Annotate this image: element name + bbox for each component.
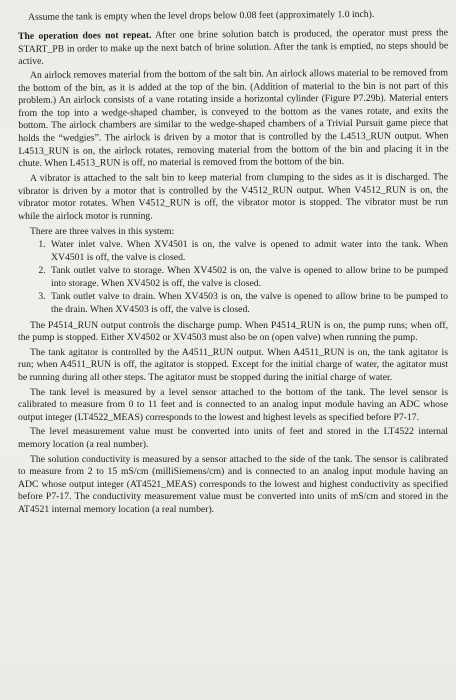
paragraph-vibrator: A vibrator is attached to the salt bin to keep material from clumping to the sides as it is discharged. The vibrator is driven by a motor that is controlled by the V4512_RUN output. When V4512_RUN is on, the vibrator motor rotates. When V4512_RUN is off, the vibrator motor is stopped. The vibrator must be run while the airlock motor is running. bbox=[18, 171, 449, 222]
list-item: 2. Tank outlet valve to storage. When XV4502 is on, the valve is opened to allow brine to be pumped into storage. When XV4502 is off, the valve is closed. bbox=[48, 265, 448, 290]
paragraph-valves-intro: There are three valves in this system: bbox=[30, 225, 175, 237]
paragraph-empty-tank: Assume the tank is empty when the level drops below 0.08 feet (approximately 1.0 inch). bbox=[27, 8, 375, 23]
paragraph-agitator: The tank agitator is controlled by the A4511_RUN output. When A4511_RUN is on, the tank agitator is run; when A4511_RUN is off, the agitator is stopped. Except for the initial charge of water, the agitator must be running during all other steps. The agitator must be stopped during the initial charge of water. bbox=[18, 346, 448, 384]
no-repeat-text: After one brine solution batch is produced, the operator must press the START_PB in order to make up the next batch of brine solution. After the tank is emptied, no steps should be active. bbox=[18, 26, 449, 67]
valve-list bbox=[18, 239, 448, 317]
no-repeat-heading: The operation does not repeat. bbox=[18, 29, 152, 42]
paragraph-level-conversion: The level measurement value must be converted into units of feet and stored in the LT4522 internal memory location (a real number). bbox=[18, 426, 448, 450]
list-item: 3. Tank outlet valve to drain. When XV4503 is on, the valve is opened to allow brine to be pumped to the drain. When XV4503 is off, the valve is closed. bbox=[48, 291, 448, 316]
paragraph-conductivity: The solution conductivity is measured by a sensor attached to the side of the tank. The sensor is calibrated to measure from 2 to 15 mS/cm (milliSiemens/cm) and is connected to an analog input module having an ADC whose output integer (AT4521_MEAS) corresponds to the lowest and highest conductivity as specified before P7-17. The conductivity measurement value must be converted into units of mS/cm and stored in the AT4521 internal memory location (a real number). bbox=[18, 453, 448, 515]
paragraph-discharge-pump: The P4514_RUN output controls the discharge pump. When P4514_RUN is on, the pump runs; when off, the pump is stopped. Either XV4502 or XV4503 must also be on (open valve) when running the pump. bbox=[18, 319, 448, 344]
paragraph-level-sensor: The tank level is measured by a level sensor attached to the bottom of the tank. The level sensor is calibrated to measure from 0 to 11 feet and is connected to an analog input module having an ADC whose output integer (LT4522_MEAS) corresponds to the lowest and highest levels as specified before P7-17. bbox=[18, 386, 448, 423]
list-item: 1. Water inlet valve. When XV4501 is on, the valve is opened to admit water into the tank. When XV4501 is off, the valve is closed. bbox=[48, 239, 448, 264]
paragraph-airlock: An airlock removes material from the bottom of the salt bin. An airlock allows material to be removed from the bottom of the bin, as it is added at the top of the bin. (Addition of material to the bin is not part of this problem.) An airlock consists of a vane rotating inside a horizontal cylinder (Figure P7.29b). Material enters from the top into a wedge-shaped chamber, is conveyed to the bottom as the vanes rotate, and exits the bottom. The airlock chambers are similar to the wedge-shaped chambers of a Trivial Pursuit game piece that holds the “wedgies”. The airlock is driven by a motor that is controlled by the L4513_RUN output. When L4513_RUN is on, the airlock rotates, removing material from the bottom of the bin and placing it in the chute. When L4513_RUN is off, no material is removed from the bottom of the bin. bbox=[18, 67, 449, 170]
paragraph-no-repeat bbox=[18, 27, 448, 69]
